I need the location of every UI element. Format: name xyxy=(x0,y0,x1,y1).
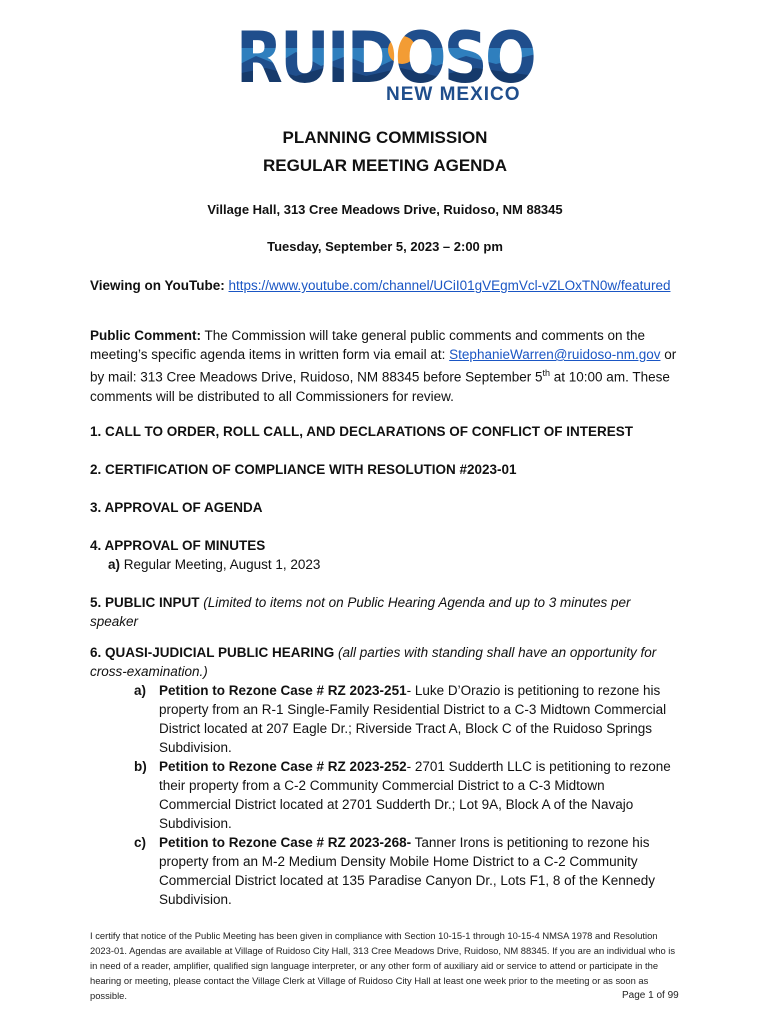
sub-item-text: Regular Meeting, August 1, 2023 xyxy=(123,557,321,572)
ruidoso-logo xyxy=(236,26,536,110)
ruidoso-wordmark-icon xyxy=(236,26,536,88)
agenda-item-3: 3. APPROVAL OF AGENDA xyxy=(90,500,263,515)
public-comment-end: at 10:00 am. These comments will be distributed to all Commissioners for review. xyxy=(90,369,670,404)
sub-item-label: a) xyxy=(108,557,121,572)
logo-subtitle: NEW MEXICO xyxy=(386,84,521,105)
youtube-label: Viewing on YouTube: xyxy=(90,278,225,293)
certification-footer: I certify that notice of the Public Meeting has been given in compliance with Section 10-15-1 through 10-15-4 NMSA 1978 and Resolution 2023-01. Agendas are available at Village of Ruidoso City Hall, 313 Cree Meadows Drive, Ruidoso, NM 88345. If you are an individual who is in need of a reader, amplifier, qualified sign language interpreter, or any other form of auxiliary aid or service to attend or participate in the hearing or meeting, please contact the Village Clerk at Village of Ruidoso City Hall at least one week prior to the meeting or as soon as possible. xyxy=(90,930,676,1001)
case-b xyxy=(134,757,674,833)
agenda-item-4a xyxy=(108,555,320,574)
agenda-item-5-note: (Limited to items not on Public Hearing Agenda and up to 3 minutes per speaker xyxy=(90,595,631,629)
case-label: a) xyxy=(134,683,147,698)
case-title: Petition to Rezone Case # RZ 2023-268- xyxy=(159,835,412,850)
youtube-link[interactable]: https://www.youtube.com/channel/UCiI01gVEgmVcl-vZLOxTN0w/featured xyxy=(228,278,671,293)
agenda-item-1: 1. CALL TO ORDER, ROLL CALL, AND DECLARATIONS OF CONFLICT OF INTEREST xyxy=(90,424,633,439)
case-title: Petition to Rezone Case # RZ 2023-252 xyxy=(159,759,407,774)
case-label: c) xyxy=(134,835,147,850)
case-text: Tanner Irons is petitioning to rezone his property from an M-2 Medium Density Mobile Home District to a C-2 Community Commercial District located at 135 Paradise Canyon Dr., Lots F1, 8 of the Kennedy Subdivision. xyxy=(159,835,655,907)
agenda-item-6 xyxy=(90,643,680,681)
page-number: Page 1 of 99 xyxy=(622,990,679,1001)
public-comment-label: Public Comment: xyxy=(90,328,202,343)
meeting-location: Village Hall, 313 Cree Meadows Drive, Ruidoso, NM 88345 xyxy=(207,202,563,217)
page-subtitle: REGULAR MEETING AGENDA xyxy=(263,156,507,175)
agenda-item-6-title: 6. QUASI-JUDICIAL PUBLIC HEARING xyxy=(90,645,335,660)
public-comment-text: The Commission will take general public comments and comments on the meeting’s specific agenda items in written form via email at: xyxy=(90,328,645,362)
email-link[interactable]: StephanieWarren@ruidoso-nm.gov xyxy=(449,347,661,362)
youtube-section xyxy=(90,276,680,295)
public-comment-section xyxy=(90,326,680,406)
public-comment-mail: or by mail: 313 Cree Meadows Drive, Ruidoso, NM 88345 before September 5 xyxy=(90,347,677,385)
agenda-item-5 xyxy=(90,593,680,631)
page-title: PLANNING COMMISSION xyxy=(282,128,488,147)
agenda-item-2: 2. CERTIFICATION OF COMPLIANCE WITH RESOLUTION #2023-01 xyxy=(90,462,517,477)
case-text: - 2701 Sudderth LLC is petitioning to rezone their property from a C-2 Community Commercial District to a C-3 Midtown Commercial District located at 2701 Sudderth Dr.; Lot 9A, Block A of the Navajo Subdivision. xyxy=(159,759,671,831)
agenda-item-6-note: (all parties with standing shall have an opportunity for cross-examination.) xyxy=(90,645,657,679)
case-a xyxy=(134,681,674,757)
ordinal-suffix: th xyxy=(542,368,550,378)
meeting-datetime: Tuesday, September 5, 2023 – 2:00 pm xyxy=(267,239,503,254)
agenda-item-5-title: 5. PUBLIC INPUT xyxy=(90,595,200,610)
case-text: - Luke D’Orazio is petitioning to rezone his property from an R-1 Single-Family Residential District to a C-3 Midtown Commercial District located at 207 Eagle Dr.; Riverside Tract A, Block C of the Ruidoso Springs Subdivision. xyxy=(159,683,667,755)
case-title: Petition to Rezone Case # RZ 2023-251 xyxy=(159,683,407,698)
case-label: b) xyxy=(134,759,147,774)
agenda-item-4: 4. APPROVAL OF MINUTES xyxy=(90,538,266,553)
case-c xyxy=(134,833,674,909)
